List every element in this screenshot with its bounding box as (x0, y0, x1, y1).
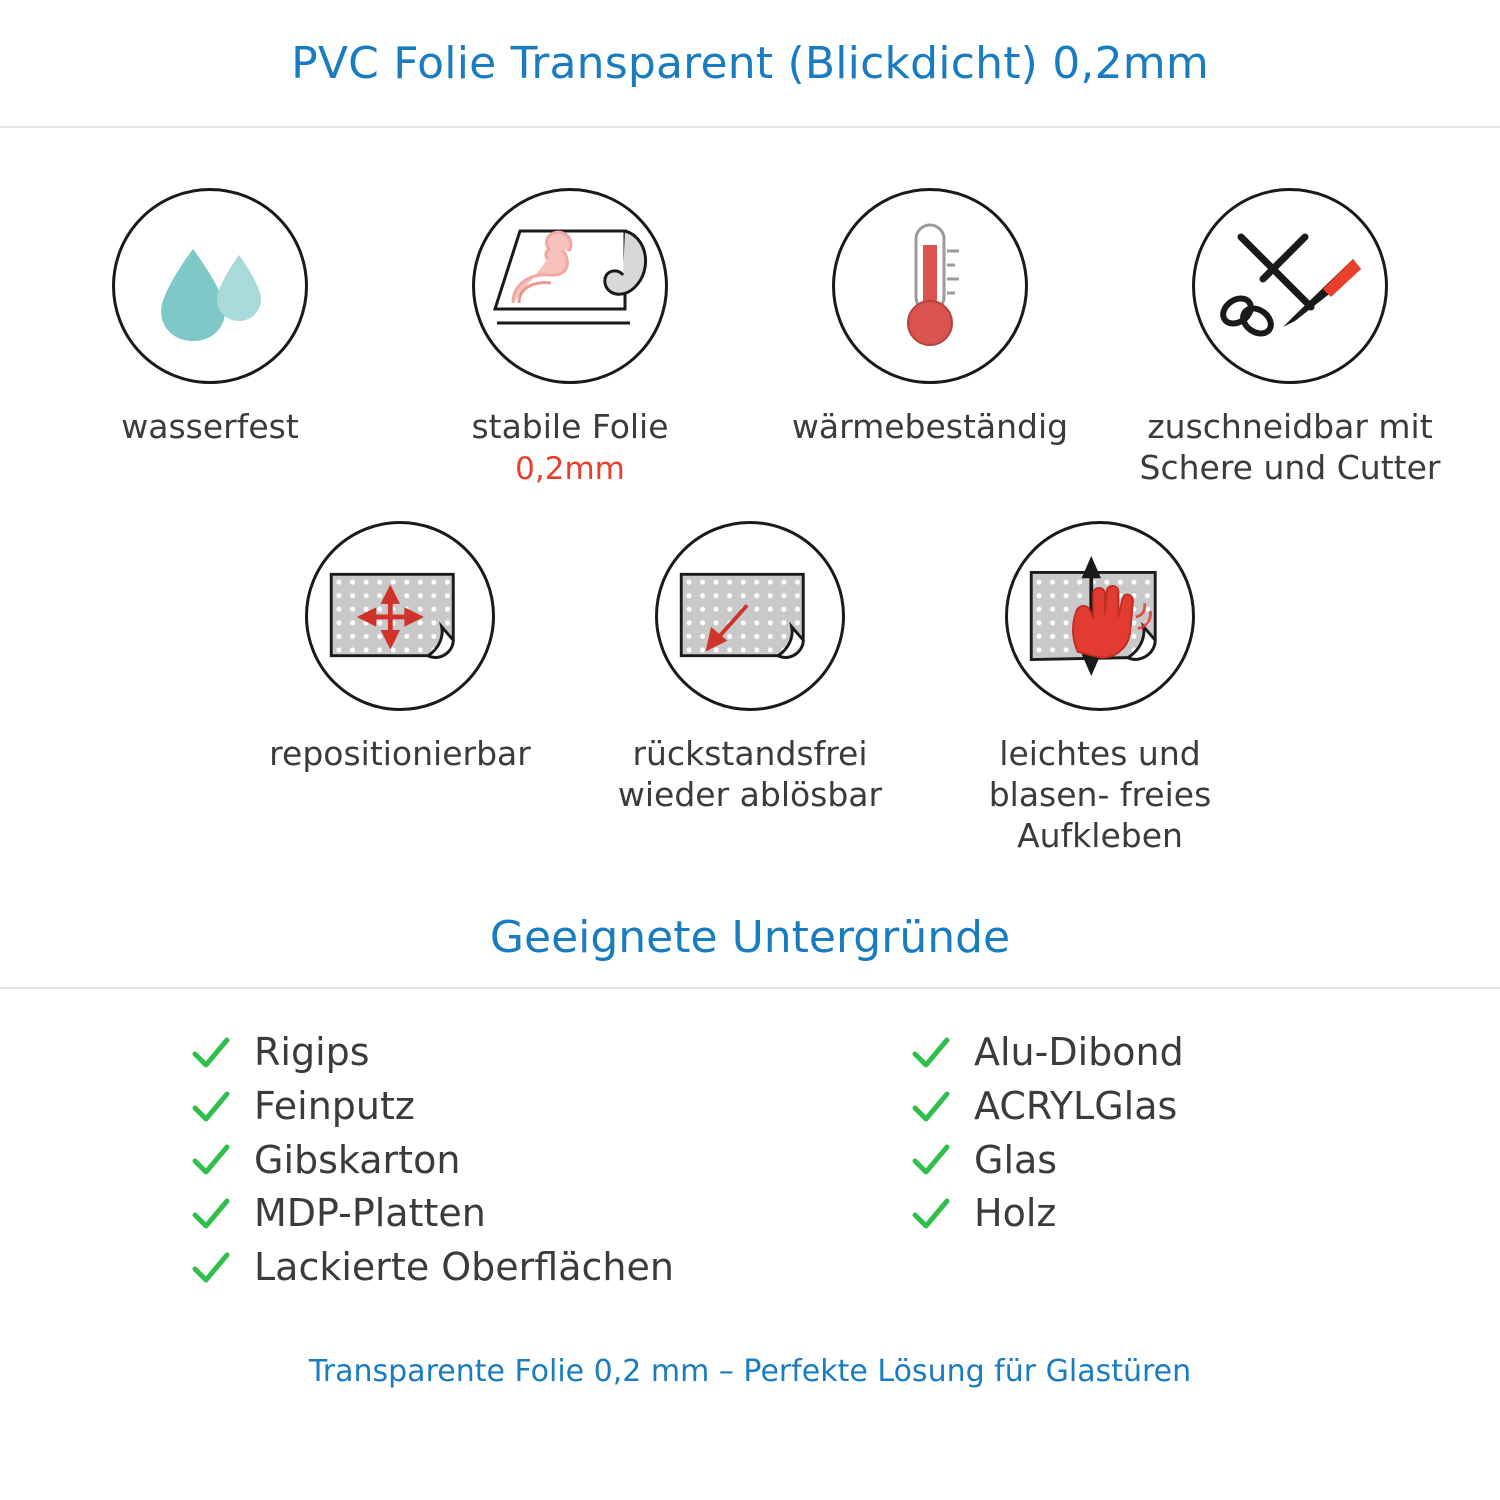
list-item-label: Gibskarton (254, 1137, 461, 1182)
substrates-lists (0, 989, 1500, 1289)
feature-icon-circle (472, 188, 668, 384)
check-icon (190, 1193, 232, 1235)
feature-rueckstandsfrei (575, 521, 925, 857)
feature-label: zuschneidbar mit Schere und Cutter (1139, 407, 1441, 488)
feature-blasenfreies-aufkleben (925, 521, 1275, 857)
check-icon (910, 1086, 952, 1128)
list-item (910, 1192, 1330, 1236)
feature-label: wasserfest (121, 407, 299, 446)
list-item-label: Rigips (254, 1030, 370, 1075)
feature-sublabel: 0,2mm (515, 451, 625, 488)
list-item-label: Holz (974, 1191, 1057, 1236)
feature-icon-circle (832, 188, 1028, 384)
list-item-label: Lackierte Oberflächen (254, 1245, 674, 1289)
feature-icon-circle (1192, 188, 1388, 384)
list-item-label: MDP-Platten (254, 1191, 486, 1236)
list-item (910, 1085, 1330, 1129)
list-item (190, 1031, 810, 1075)
page-title: PVC Folie Transparent (Blickdicht) 0,2mm (291, 37, 1209, 89)
list-item (910, 1031, 1330, 1075)
water-drops-icon (135, 211, 285, 361)
list-item (190, 1246, 810, 1290)
feature-wasserfest (30, 188, 390, 489)
feature-row-top (0, 128, 1500, 489)
check-icon (190, 1086, 232, 1128)
hand-smoothing-film-icon (1008, 521, 1192, 711)
list-item-label: Alu-Dibond (974, 1030, 1184, 1075)
list-item-label: Glas (974, 1137, 1058, 1182)
list-item-label: ACRYLGlas (974, 1083, 1178, 1128)
feature-label: rückstandsfrei wieder ablösbar (617, 733, 883, 814)
list-item (190, 1192, 810, 1236)
feature-stabile-folie (390, 188, 750, 489)
feature-icon-circle (655, 521, 845, 711)
strong-arm-film-icon (475, 191, 665, 381)
check-icon (190, 1032, 232, 1074)
section-header (0, 912, 1500, 963)
list-item (190, 1085, 810, 1129)
scissors-cutter-icon (1205, 201, 1375, 371)
thermometer-icon (855, 211, 1005, 361)
substrates-left-column (170, 1031, 810, 1289)
list-item (910, 1139, 1330, 1183)
footer-note: Transparente Folie 0,2 mm – Perfekte Lösung für Glastüren (308, 1353, 1192, 1389)
feature-icon-circle (305, 521, 495, 711)
feature-zuschneidbar (1110, 188, 1470, 489)
feature-label: stabile Folie (471, 407, 669, 446)
feature-label: wärmebeständig (791, 407, 1069, 446)
peel-off-film-icon (658, 521, 842, 711)
feature-label: repositionierbar (269, 733, 531, 773)
check-icon (190, 1247, 232, 1289)
feature-row-bottom (0, 489, 1500, 857)
feature-waermebestaendig (750, 188, 1110, 489)
feature-icon-circle (1005, 521, 1195, 711)
check-icon (910, 1032, 952, 1074)
check-icon (910, 1139, 952, 1181)
substrates-right-column (910, 1031, 1330, 1289)
list-item (190, 1139, 810, 1183)
section-title: Geeignete Untergründe (489, 912, 1011, 964)
header (0, 0, 1500, 128)
list-item-label: Feinputz (254, 1083, 415, 1128)
check-icon (190, 1139, 232, 1181)
feature-icon-circle (112, 188, 308, 384)
feature-label: leichtes und blasen- freies Aufkleben (988, 733, 1212, 855)
reposition-arrows-film-icon (308, 521, 492, 711)
check-icon (910, 1193, 952, 1235)
feature-repositionierbar (225, 521, 575, 857)
